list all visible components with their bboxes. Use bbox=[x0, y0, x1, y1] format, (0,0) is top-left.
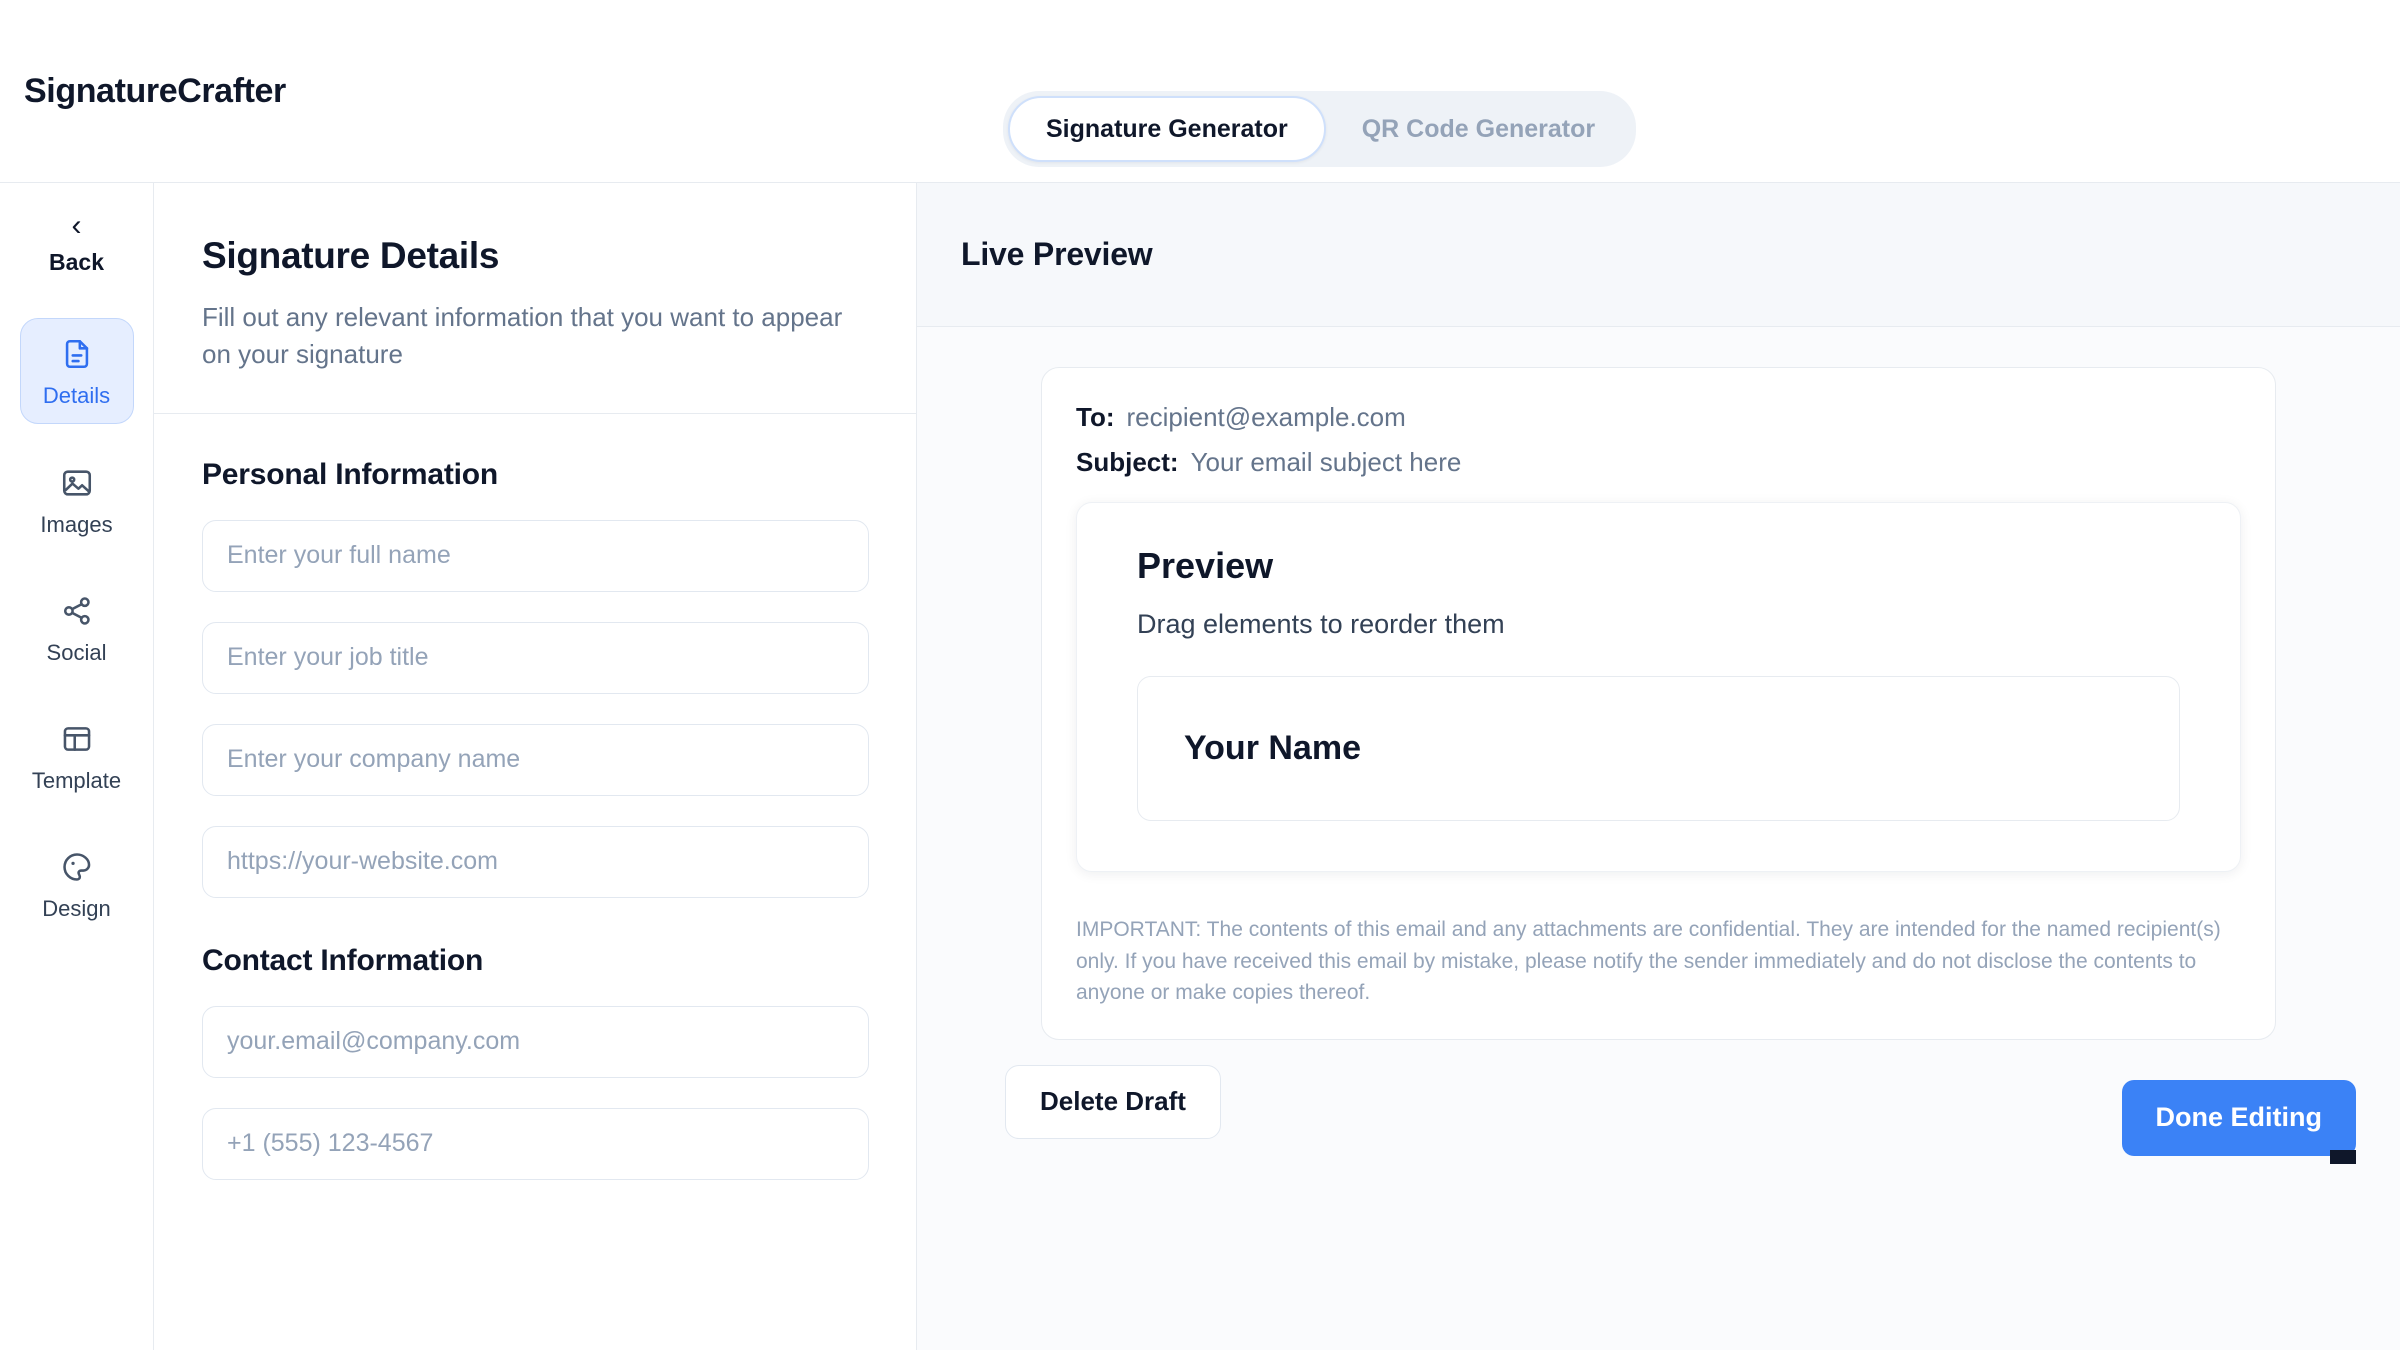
mode-switch bbox=[1003, 91, 1636, 167]
live-preview-panel bbox=[917, 183, 2400, 1350]
email-disclaimer: IMPORTANT: The contents of this email and any attachments are confidential. They are intended for the named recipient(s) only. If you have received this email by mistake, please notify the sender immediately and do not disclose the contents to anyone or make copies thereof. bbox=[1076, 918, 2221, 1004]
live-preview-header bbox=[917, 183, 2400, 327]
preview-card-subtitle: Drag elements to reorder them bbox=[1137, 609, 1505, 639]
sidebar-item-design[interactable] bbox=[20, 832, 134, 936]
preview-card-title: Preview bbox=[1137, 545, 1274, 586]
page-subtitle: Fill out any relevant information that you want to appear on your signature bbox=[202, 302, 843, 369]
app-brand: SignatureCrafter bbox=[24, 71, 286, 110]
sidebar-item-social[interactable] bbox=[20, 576, 134, 680]
layout-icon bbox=[60, 722, 94, 756]
email-input[interactable] bbox=[202, 1006, 869, 1078]
image-icon bbox=[60, 466, 94, 500]
tab-signature-generator[interactable]: Signature Generator bbox=[1008, 96, 1326, 162]
back-button[interactable] bbox=[49, 211, 104, 276]
live-preview-body bbox=[917, 327, 2400, 1350]
panel-body bbox=[154, 414, 916, 1180]
sidebar-item-label: Social bbox=[46, 640, 107, 665]
done-editing-button[interactable]: Done Editing bbox=[2122, 1080, 2356, 1156]
draggable-element-name[interactable] bbox=[1137, 676, 2180, 821]
sidebar-item-template[interactable] bbox=[20, 704, 134, 808]
live-preview-title: Live Preview bbox=[961, 236, 1153, 272]
chevron-left-icon: ‹ bbox=[71, 209, 82, 242]
signature-preview-card bbox=[1076, 502, 2241, 872]
sidebar-item-label: Details bbox=[42, 383, 111, 408]
email-subject-row bbox=[1076, 447, 2241, 478]
tab-qr-code-generator[interactable]: QR Code Generator bbox=[1326, 96, 1631, 162]
job-title-input[interactable] bbox=[202, 622, 869, 694]
email-subject-value[interactable]: Your email subject here bbox=[1190, 447, 1462, 477]
element-name-label: Your Name bbox=[1184, 729, 1361, 767]
sidebar-rail bbox=[0, 183, 154, 1350]
section-title-contact: Contact Information bbox=[202, 943, 484, 977]
section-title-personal: Personal Information bbox=[202, 457, 499, 491]
email-to-row bbox=[1076, 402, 2241, 433]
full-name-input[interactable] bbox=[202, 520, 869, 592]
sidebar-item-label: Template bbox=[31, 768, 122, 793]
delete-draft-button[interactable]: Delete Draft bbox=[1005, 1065, 1221, 1139]
app-header bbox=[0, 0, 2400, 182]
email-to-value[interactable]: recipient@example.com bbox=[1126, 402, 1406, 432]
share-icon bbox=[60, 594, 94, 628]
back-button-label: Back bbox=[49, 249, 104, 275]
sidebar-item-label: Images bbox=[40, 512, 113, 537]
website-input[interactable] bbox=[202, 826, 869, 898]
sidebar-item-images[interactable] bbox=[20, 448, 134, 552]
email-to-label: To: bbox=[1076, 402, 1115, 432]
sidebar-item-details[interactable] bbox=[20, 318, 134, 424]
signature-details-panel bbox=[154, 183, 917, 1350]
page-title: Signature Details bbox=[202, 235, 500, 276]
phone-input[interactable] bbox=[202, 1108, 869, 1180]
email-subject-label: Subject: bbox=[1076, 447, 1179, 477]
email-draft-card bbox=[1041, 367, 2276, 1040]
app-body bbox=[0, 182, 2400, 1350]
preview-footer bbox=[961, 1040, 2356, 1164]
palette-icon bbox=[60, 850, 94, 884]
sidebar-item-label: Design bbox=[42, 896, 111, 921]
company-name-input[interactable] bbox=[202, 724, 869, 796]
resize-handle[interactable] bbox=[2330, 1150, 2356, 1164]
document-icon bbox=[60, 337, 94, 371]
panel-header bbox=[154, 183, 916, 414]
